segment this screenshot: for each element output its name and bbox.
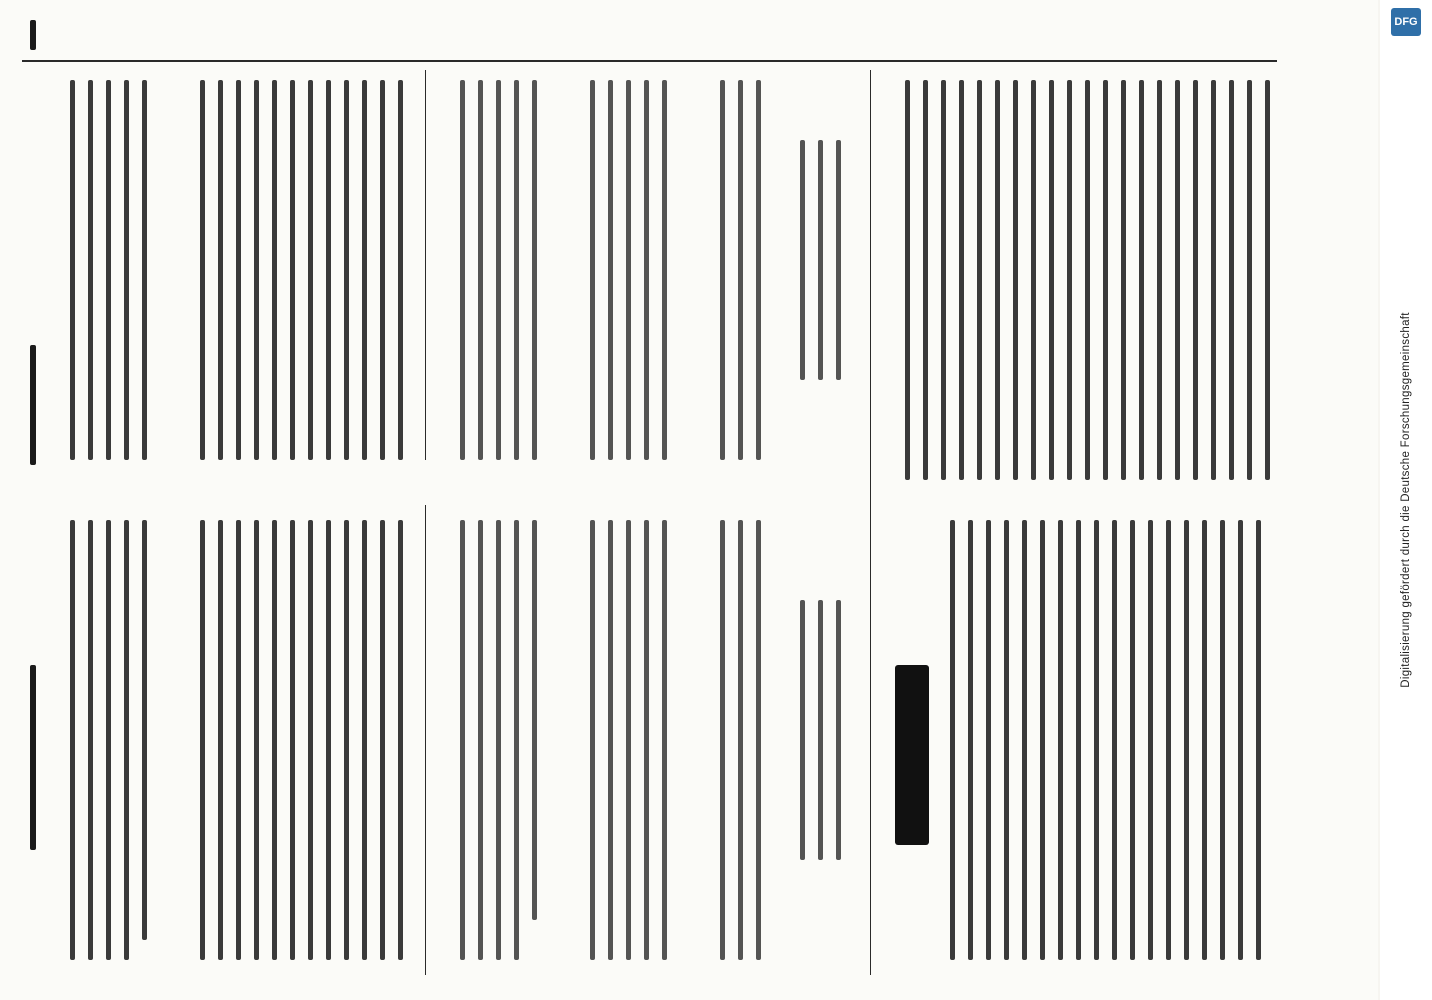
- text-line: [1121, 80, 1126, 480]
- header-mark: [30, 20, 36, 50]
- text-line: [218, 520, 223, 960]
- text-line: [236, 80, 241, 460]
- text-line: [380, 520, 385, 960]
- text-line: [1103, 80, 1108, 480]
- text-line: [1130, 520, 1135, 960]
- text-line: [70, 80, 75, 460]
- text-line: [1040, 520, 1045, 960]
- text-line: [590, 520, 595, 960]
- text-line: [995, 80, 1000, 480]
- text-line: [290, 520, 295, 960]
- text-line: [626, 520, 631, 960]
- text-line: [662, 520, 667, 960]
- text-line: [88, 80, 93, 460]
- text-line: [88, 520, 93, 960]
- text-line: [272, 80, 277, 460]
- text-line: [608, 520, 613, 960]
- text-line: [905, 80, 910, 480]
- section-separator: [870, 70, 871, 975]
- text-line: [200, 80, 205, 460]
- text-line: [977, 80, 982, 480]
- text-line: [1265, 80, 1270, 480]
- text-line: [1220, 520, 1225, 960]
- text-line: [496, 520, 501, 960]
- text-line: [254, 520, 259, 960]
- text-line: [290, 80, 295, 460]
- text-line: [514, 80, 519, 460]
- text-line: [590, 80, 595, 460]
- header-mark: [30, 345, 36, 465]
- text-line: [720, 80, 725, 460]
- text-line: [800, 140, 805, 380]
- text-line: [1004, 520, 1009, 960]
- text-line: [1049, 80, 1054, 480]
- text-line: [644, 80, 649, 460]
- text-line: [344, 520, 349, 960]
- text-line: [1058, 520, 1063, 960]
- text-line: [1022, 520, 1027, 960]
- dfg-logo: DFG: [1391, 8, 1421, 36]
- text-line: [818, 140, 823, 380]
- text-line: [106, 520, 111, 960]
- text-line: [236, 520, 241, 960]
- text-line: [1139, 80, 1144, 480]
- text-line: [1193, 80, 1198, 480]
- text-line: [1076, 520, 1081, 960]
- text-line: [1013, 80, 1018, 480]
- text-line: [1247, 80, 1252, 480]
- text-line: [142, 520, 147, 940]
- text-line: [380, 80, 385, 460]
- text-line: [950, 520, 955, 960]
- text-line: [968, 520, 973, 960]
- text-line: [1067, 80, 1072, 480]
- text-line: [738, 520, 743, 960]
- text-line: [836, 140, 841, 380]
- text-line: [608, 80, 613, 460]
- text-line: [344, 80, 349, 460]
- header-mark: [30, 665, 36, 850]
- text-line: [532, 520, 537, 920]
- text-line: [1229, 80, 1234, 480]
- text-line: [1094, 520, 1099, 960]
- digitization-credit: Digitalisierung gefördert durch die Deutsche Forschungsgemeinschaft: [1400, 312, 1412, 688]
- text-line: [362, 520, 367, 960]
- text-line: [326, 520, 331, 960]
- text-line: [644, 520, 649, 960]
- text-line: [496, 80, 501, 460]
- text-line: [514, 520, 519, 960]
- text-line: [308, 80, 313, 460]
- text-line: [1256, 520, 1261, 960]
- text-line: [1112, 520, 1117, 960]
- text-line: [200, 520, 205, 960]
- text-line: [986, 520, 991, 960]
- text-line: [1175, 80, 1180, 480]
- text-line: [756, 80, 761, 460]
- text-line: [1202, 520, 1207, 960]
- text-line: [662, 80, 667, 460]
- text-line: [923, 80, 928, 480]
- text-line: [254, 80, 259, 460]
- text-line: [818, 600, 823, 860]
- text-line: [106, 80, 111, 460]
- text-line: [124, 520, 129, 960]
- text-line: [738, 80, 743, 460]
- text-line: [460, 80, 465, 460]
- column-separator: [425, 505, 426, 975]
- header-rule: [22, 60, 1277, 62]
- text-line: [1211, 80, 1216, 480]
- text-line: [362, 80, 367, 460]
- text-line: [478, 80, 483, 460]
- text-line: [460, 520, 465, 960]
- denkschrift-heading: [895, 665, 929, 845]
- text-line: [1157, 80, 1162, 480]
- column-separator: [425, 70, 426, 460]
- text-line: [800, 600, 805, 860]
- text-line: [1148, 520, 1153, 960]
- text-line: [1184, 520, 1189, 960]
- text-line: [218, 80, 223, 460]
- text-line: [1166, 520, 1171, 960]
- text-line: [720, 520, 725, 960]
- text-line: [272, 520, 277, 960]
- text-line: [398, 80, 403, 460]
- text-line: [836, 600, 841, 860]
- text-line: [532, 80, 537, 460]
- text-line: [1031, 80, 1036, 480]
- text-line: [959, 80, 964, 480]
- text-line: [326, 80, 331, 460]
- text-line: [124, 80, 129, 460]
- text-line: [941, 80, 946, 480]
- text-line: [1085, 80, 1090, 480]
- text-line: [478, 520, 483, 960]
- text-line: [626, 80, 631, 460]
- text-line: [756, 520, 761, 960]
- text-line: [308, 520, 313, 960]
- text-line: [70, 520, 75, 960]
- text-line: [142, 80, 147, 460]
- text-line: [398, 520, 403, 960]
- text-line: [1238, 520, 1243, 960]
